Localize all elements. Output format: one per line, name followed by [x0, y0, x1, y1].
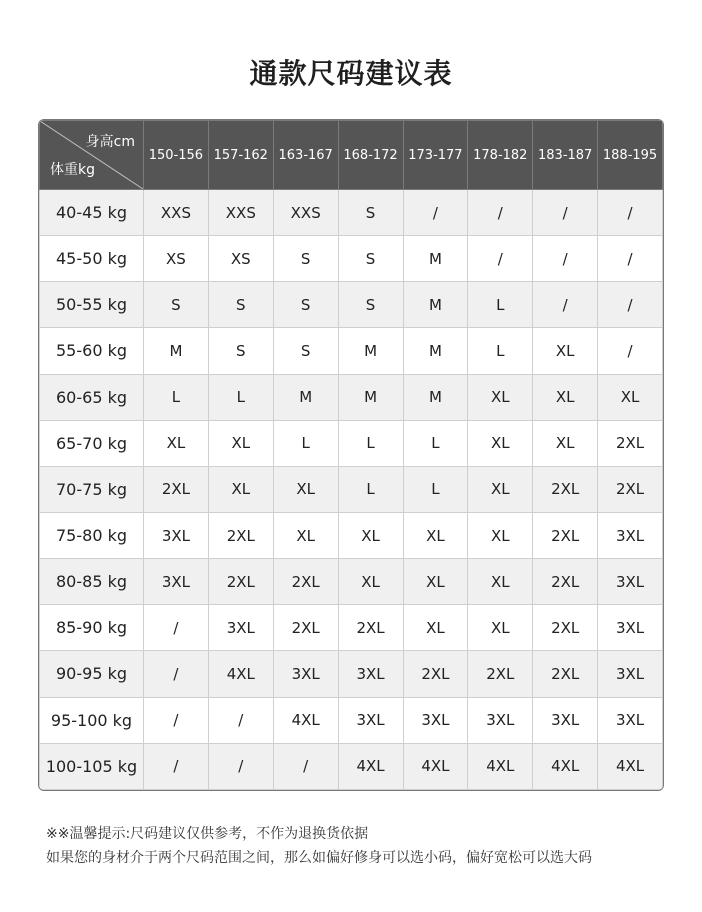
size-cell: XS: [144, 236, 209, 282]
size-cell: L: [468, 328, 533, 374]
size-cell: 3XL: [598, 605, 663, 651]
size-cell: M: [144, 328, 209, 374]
height-column-header: 183-187: [533, 121, 598, 190]
size-cell: XL: [338, 559, 403, 605]
size-cell: S: [273, 236, 338, 282]
weight-axis-label: 体重kg: [50, 162, 95, 178]
size-cell: XL: [403, 512, 468, 558]
size-cell: 3XL: [338, 697, 403, 743]
size-cell: /: [598, 236, 663, 282]
size-cell: M: [403, 328, 468, 374]
size-cell: XL: [468, 420, 533, 466]
weight-row-label: 50-55 kg: [40, 282, 144, 328]
size-cell: 3XL: [144, 512, 209, 558]
size-cell: 3XL: [598, 651, 663, 697]
size-cell: L: [208, 374, 273, 420]
size-cell: /: [144, 697, 209, 743]
size-cell: /: [468, 236, 533, 282]
size-cell: L: [144, 374, 209, 420]
height-column-header: 168-172: [338, 121, 403, 190]
size-chart-body: [40, 190, 663, 790]
size-cell: L: [273, 420, 338, 466]
height-column-header: 157-162: [208, 121, 273, 190]
size-cell: XL: [533, 328, 598, 374]
size-cell: M: [338, 328, 403, 374]
height-axis-label: 身高cm: [85, 134, 135, 150]
table-row: [40, 282, 663, 328]
table-row: [40, 420, 663, 466]
size-cell: 2XL: [208, 559, 273, 605]
size-cell: /: [144, 605, 209, 651]
size-cell: XL: [533, 420, 598, 466]
size-cell: 2XL: [403, 651, 468, 697]
size-cell: /: [598, 282, 663, 328]
weight-row-label: 45-50 kg: [40, 236, 144, 282]
height-column-header: 150-156: [144, 121, 209, 190]
table-row: [40, 190, 663, 236]
size-cell: 4XL: [338, 743, 403, 789]
size-cell: 2XL: [144, 466, 209, 512]
size-cell: XL: [144, 420, 209, 466]
size-cell: XL: [468, 605, 533, 651]
table-row: [40, 605, 663, 651]
size-cell: XL: [468, 374, 533, 420]
size-cell: 3XL: [208, 605, 273, 651]
size-cell: 2XL: [533, 559, 598, 605]
size-cell: 2XL: [533, 651, 598, 697]
size-cell: 2XL: [533, 605, 598, 651]
height-column-header: 188-195: [598, 121, 663, 190]
size-cell: M: [403, 236, 468, 282]
weight-row-label: 40-45 kg: [40, 190, 144, 236]
table-row: [40, 512, 663, 558]
size-cell: XL: [208, 466, 273, 512]
weight-row-label: 75-80 kg: [40, 512, 144, 558]
size-cell: 4XL: [468, 743, 533, 789]
size-cell: S: [208, 282, 273, 328]
size-cell: /: [533, 190, 598, 236]
size-cell: 2XL: [273, 559, 338, 605]
weight-row-label: 60-65 kg: [40, 374, 144, 420]
size-cell: L: [403, 466, 468, 512]
weight-row-label: 90-95 kg: [40, 651, 144, 697]
table-row: [40, 697, 663, 743]
size-cell: /: [208, 743, 273, 789]
size-cell: 4XL: [208, 651, 273, 697]
size-cell: M: [403, 374, 468, 420]
size-chart-table-container: [38, 119, 664, 791]
height-column-header: 178-182: [468, 121, 533, 190]
size-cell: 4XL: [533, 743, 598, 789]
size-cell: 2XL: [598, 420, 663, 466]
table-row: [40, 743, 663, 789]
size-cell: 3XL: [598, 512, 663, 558]
size-cell: L: [338, 420, 403, 466]
size-cell: 2XL: [598, 466, 663, 512]
size-cell: XL: [273, 466, 338, 512]
size-cell: S: [338, 190, 403, 236]
size-cell: XL: [468, 466, 533, 512]
size-cell: XL: [403, 559, 468, 605]
size-cell: 3XL: [338, 651, 403, 697]
size-cell: 4XL: [403, 743, 468, 789]
size-cell: 3XL: [144, 559, 209, 605]
table-row: [40, 559, 663, 605]
size-cell: 2XL: [273, 605, 338, 651]
size-cell: XL: [468, 512, 533, 558]
size-cell: S: [338, 282, 403, 328]
notes-section: [46, 822, 666, 870]
size-cell: S: [338, 236, 403, 282]
table-row: [40, 236, 663, 282]
header-row: [40, 121, 663, 190]
size-cell: L: [468, 282, 533, 328]
size-cell: /: [533, 282, 598, 328]
corner-header-cell: [40, 121, 144, 190]
size-cell: S: [273, 282, 338, 328]
size-cell: S: [144, 282, 209, 328]
size-cell: L: [338, 466, 403, 512]
size-cell: S: [273, 328, 338, 374]
size-cell: 4XL: [598, 743, 663, 789]
size-cell: S: [208, 328, 273, 374]
height-column-header: 163-167: [273, 121, 338, 190]
size-cell: 3XL: [273, 651, 338, 697]
size-cell: /: [598, 190, 663, 236]
size-cell: XL: [598, 374, 663, 420]
size-cell: 3XL: [598, 559, 663, 605]
size-cell: XL: [273, 512, 338, 558]
size-cell: 2XL: [533, 466, 598, 512]
size-cell: XXS: [208, 190, 273, 236]
size-cell: XL: [533, 374, 598, 420]
size-cell: XXS: [144, 190, 209, 236]
size-cell: /: [533, 236, 598, 282]
size-cell: XL: [208, 420, 273, 466]
size-cell: /: [144, 651, 209, 697]
size-cell: 3XL: [468, 697, 533, 743]
size-cell: 4XL: [273, 697, 338, 743]
weight-row-label: 80-85 kg: [40, 559, 144, 605]
size-cell: /: [144, 743, 209, 789]
size-cell: /: [273, 743, 338, 789]
page-title: 通款尺码建议表: [249, 57, 453, 90]
size-chart-table: [39, 120, 663, 790]
size-cell: /: [468, 190, 533, 236]
size-cell: L: [403, 420, 468, 466]
table-row: [40, 651, 663, 697]
weight-row-label: 55-60 kg: [40, 328, 144, 374]
size-cell: 3XL: [598, 697, 663, 743]
size-cell: 2XL: [468, 651, 533, 697]
table-row: [40, 374, 663, 420]
size-cell: M: [403, 282, 468, 328]
weight-row-label: 70-75 kg: [40, 466, 144, 512]
size-cell: /: [208, 697, 273, 743]
size-cell: 3XL: [533, 697, 598, 743]
size-cell: 2XL: [338, 605, 403, 651]
size-cell: XS: [208, 236, 273, 282]
weight-row-label: 100-105 kg: [40, 743, 144, 789]
table-row: [40, 328, 663, 374]
size-cell: 2XL: [533, 512, 598, 558]
size-cell: /: [403, 190, 468, 236]
size-cell: XXS: [273, 190, 338, 236]
size-cell: /: [598, 328, 663, 374]
weight-row-label: 85-90 kg: [40, 605, 144, 651]
weight-row-label: 95-100 kg: [40, 697, 144, 743]
size-cell: XL: [468, 559, 533, 605]
size-cell: XL: [338, 512, 403, 558]
height-column-header: 173-177: [403, 121, 468, 190]
size-cell: XL: [403, 605, 468, 651]
size-cell: 3XL: [403, 697, 468, 743]
size-cell: M: [273, 374, 338, 420]
size-cell: M: [338, 374, 403, 420]
weight-row-label: 65-70 kg: [40, 420, 144, 466]
size-cell: 2XL: [208, 512, 273, 558]
disclaimer-note: ※※温馨提示:尺码建议仅供参考，不作为退换货依据: [46, 826, 369, 842]
size-advice-note: 如果您的身材介于两个尺码范围之间，那么如偏好修身可以选小码，偏好宽松可以选大码: [46, 850, 592, 866]
table-row: [40, 466, 663, 512]
